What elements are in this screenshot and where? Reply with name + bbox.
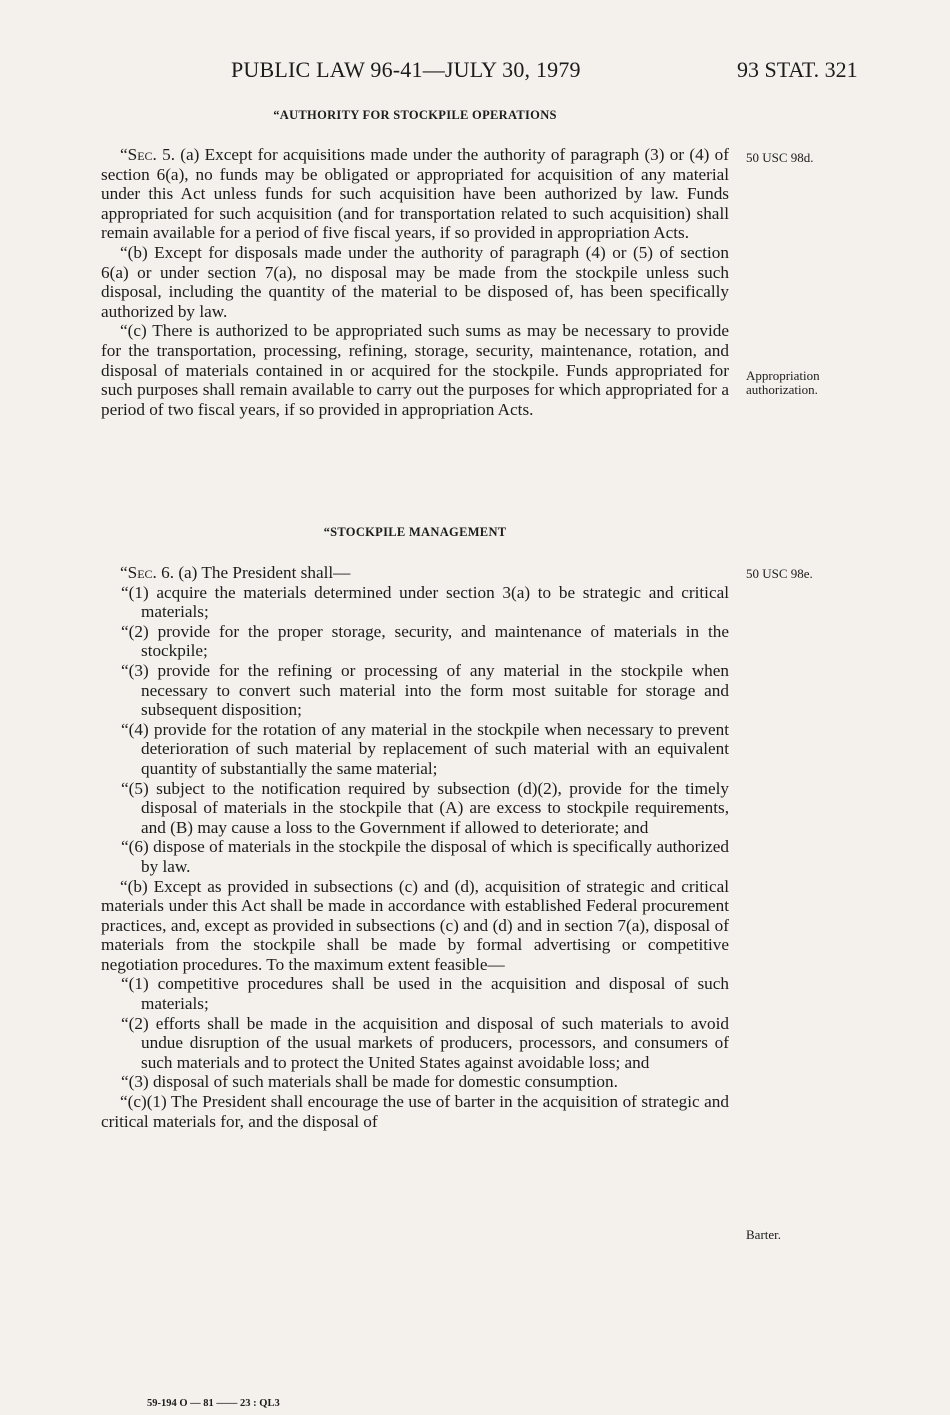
sec6-subsection-a — [101, 563, 729, 583]
sec6-a-text: 6. (a) The President shall— — [156, 563, 351, 582]
sec6-a-item-2: “(2) provide for the proper storage, security, and maintenance of materials in the stockpile; — [121, 621, 729, 661]
sec6-a-item-3: “(3) provide for the refining or processing of any material in the stockpile when necessary to convert such material into the form most suitable for storage and subsequent disposition; — [121, 660, 729, 720]
sec5-subsection-a — [101, 145, 729, 243]
open-quote: “ — [120, 563, 128, 582]
sec6-b-item-1: “(1) competitive procedures shall be used in the acquisition and disposal of such materials; — [121, 974, 729, 1014]
sec6-b-item-2: “(2) efforts shall be made in the acquisition and disposal of such materials to avoid undue disruption of the usual markets of producers, processors, and consumers of such materials and to protect the United States against avoidable loss; and — [121, 1013, 729, 1072]
section-heading-management: “STOCKPILE MANAGEMENT — [323, 525, 507, 539]
sec6-a-item-6: “(6) dispose of materials in the stockpile the disposal of which is specifically authorized by law. — [121, 837, 729, 876]
open-quote: “ — [120, 145, 128, 164]
sec6-a-item-1: “(1) acquire the materials determined under section 3(a) to be strategic and critical materials; — [121, 582, 729, 622]
sec6-b-item-3: “(3) disposal of such materials shall be made for domestic consumption. — [121, 1072, 618, 1092]
margin-note-authorization: authorization. — [746, 382, 818, 397]
sec5-a-text: 5. (a) Except for acquisitions made under the authority of paragraph (3) or (4) of section 6(a), no funds may be obligated or appropriated for acquisition of any material under this Act unless funds for such acquisition have been authorized by law. Funds appropriated for such acquisition (and for transportation related to such acquisition) shall remain available for a period of five fiscal years, if so provided in appropriation Acts. — [101, 145, 729, 243]
sec6-a-item-4: “(4) provide for the rotation of any material in the stockpile when necessary to prevent deterioration of such material by replacement of such material with an equivalent quantity of substantially the same material; — [121, 719, 729, 778]
sec-label: Sec. — [127, 145, 157, 164]
section-5-body — [101, 145, 729, 419]
sec6-subsection-c: “(c)(1) The President shall encourage the use of barter in the acquisition of strategic and critical materials for, and the disposal of — [101, 1092, 729, 1131]
margin-note-barter: Barter. — [746, 1227, 782, 1242]
sec6-subsection-b: “(b) Except as provided in subsections (c) and (d), acquisition of strategic and critical materials under this Act shall be made in accordance with established Federal procurement practices, and, except as provided in subsections (c) and (d) and in section 7(a), disposal of materials from the stockpile shall be made by formal advertising or competitive negotiation procedures. To the maximum extent feasible— — [101, 876, 729, 974]
sec-label: Sec. — [127, 563, 157, 582]
page-footer-print-code: 59-194 O — 81 —— 23 : QL3 — [147, 1398, 280, 1409]
margin-note-appropriation: Appropriation — [746, 368, 820, 383]
section-heading-authority: “AUTHORITY FOR STOCKPILE OPERATIONS — [273, 108, 557, 122]
page-header-stat: 93 STAT. 321 — [737, 57, 858, 82]
section-6-body — [101, 563, 729, 1131]
margin-note-50-usc-98d: 50 USC 98d. — [746, 150, 814, 165]
page-header-law: PUBLIC LAW 96-41—JULY 30, 1979 — [231, 57, 581, 82]
sec5-subsection-c: “(c) There is authorized to be appropriated such sums as may be necessary to provide for the transportation, processing, refining, storage, security, maintenance, rotation, and disposal of materials contained in or acquired for the stockpile. Funds appropriated for such purposes shall remain available to carry out the purposes for which appropriated for a period of two fiscal years, if so provided in appropriation Acts. — [101, 321, 729, 419]
sec5-subsection-b: “(b) Except for disposals made under the authority of paragraph (4) or (5) of section 6(a) or under section 7(a), no disposal may be made from the stockpile unless such disposal, including the quantity of the material to be disposed of, has been specifically authorized by law. — [101, 242, 729, 321]
sec6-a-item-5: “(5) subject to the notification required by subsection (d)(2), provide for the timely disposal of materials in the stockpile that (A) are excess to stockpile requirements, and (B) may cause a loss to the Government if allowed to deteriorate; and — [121, 778, 729, 837]
margin-note-50-usc-98e: 50 USC 98e. — [746, 566, 813, 581]
